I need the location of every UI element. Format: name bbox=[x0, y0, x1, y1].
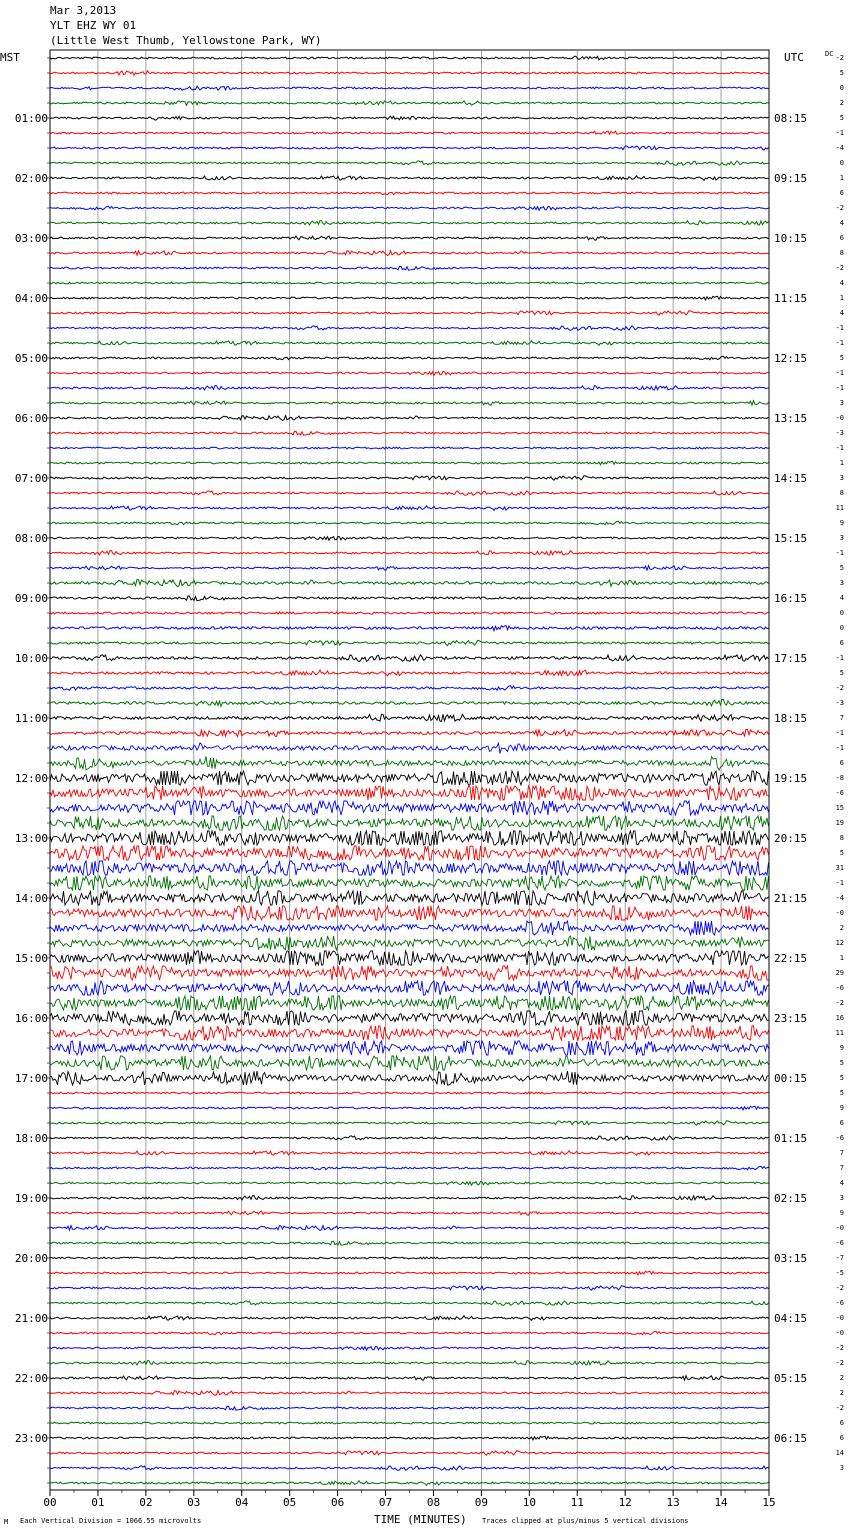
seismic-trace bbox=[50, 729, 769, 736]
dc-offset-label: 1 bbox=[839, 174, 844, 182]
seismic-trace bbox=[50, 966, 769, 980]
right-hour-label: 08:15 bbox=[774, 112, 808, 125]
dc-offset-label: -0 bbox=[835, 414, 844, 422]
seismic-trace bbox=[50, 1121, 769, 1126]
dc-offset-label: -6 bbox=[835, 1134, 844, 1142]
dc-offset-label: 6 bbox=[839, 759, 844, 767]
seismic-trace bbox=[50, 1041, 769, 1055]
right-hour-label: 17:15 bbox=[774, 652, 808, 665]
seismic-trace bbox=[50, 831, 769, 845]
dc-offset-label: 0 bbox=[839, 624, 844, 632]
left-hour-label: 21:00 bbox=[14, 1312, 48, 1325]
seismic-trace bbox=[50, 670, 769, 676]
dc-offset-label: -1 bbox=[835, 129, 844, 137]
left-hour-label: 23:00 bbox=[14, 1432, 48, 1445]
seismic-trace bbox=[50, 161, 769, 165]
seismic-trace bbox=[50, 1257, 769, 1259]
seismic-trace bbox=[50, 551, 769, 555]
dc-offset-label: 6 bbox=[839, 1419, 844, 1427]
seismic-trace bbox=[50, 341, 769, 346]
dc-offset-label: -2 bbox=[835, 54, 844, 62]
seismic-trace bbox=[50, 447, 769, 449]
dc-offset-label: -3 bbox=[835, 699, 844, 707]
seismic-trace bbox=[50, 192, 769, 195]
seismic-trace bbox=[50, 1361, 769, 1365]
left-hour-label: 01:00 bbox=[14, 112, 48, 125]
right-hour-label: 09:15 bbox=[774, 172, 808, 185]
seismic-trace bbox=[50, 71, 769, 75]
dc-offset-label: 19 bbox=[835, 819, 844, 827]
right-hour-label: 05:15 bbox=[774, 1372, 808, 1385]
dc-offset-label: -2 bbox=[835, 264, 844, 272]
right-hour-label: 15:15 bbox=[774, 532, 808, 545]
seismic-trace bbox=[50, 801, 769, 815]
left-hour-label: 05:00 bbox=[14, 352, 48, 365]
dc-offset-label: -2 bbox=[835, 684, 844, 692]
dc-offset-label: -1 bbox=[835, 444, 844, 452]
seismic-trace bbox=[50, 566, 769, 571]
seismic-trace bbox=[50, 146, 769, 150]
seismic-trace bbox=[50, 311, 769, 316]
right-hour-label: 18:15 bbox=[774, 712, 808, 725]
scale-note: Each Vertical Division = 1066.55 microvolts bbox=[20, 1517, 202, 1525]
seismic-trace bbox=[50, 101, 769, 106]
seismic-trace bbox=[50, 1241, 769, 1245]
seismic-trace bbox=[50, 640, 769, 645]
seismic-trace bbox=[50, 1451, 769, 1456]
seismic-trace bbox=[50, 921, 769, 935]
left-hour-label: 17:00 bbox=[14, 1072, 48, 1085]
dc-offset-label: 4 bbox=[839, 594, 844, 602]
seismic-trace bbox=[50, 876, 769, 890]
seismic-trace bbox=[50, 1226, 769, 1231]
dc-offset-label: 6 bbox=[839, 234, 844, 242]
dc-offset-label: -1 bbox=[835, 549, 844, 557]
left-hour-label: 13:00 bbox=[14, 832, 48, 845]
left-hour-label: 04:00 bbox=[14, 292, 48, 305]
seismic-trace bbox=[50, 1316, 769, 1321]
dc-offset-label: 2 bbox=[839, 99, 844, 107]
x-tick-label: 08 bbox=[426, 1496, 441, 1509]
seismic-trace bbox=[50, 906, 769, 920]
x-tick-label: 14 bbox=[714, 1496, 728, 1509]
dc-offset-label: -2 bbox=[835, 999, 844, 1007]
dc-offset-label: 5 bbox=[839, 114, 844, 122]
dc-offset-label: 9 bbox=[839, 519, 844, 527]
x-tick-label: 13 bbox=[666, 1496, 680, 1509]
corner-mark: M bbox=[4, 1518, 9, 1526]
right-hour-label: 20:15 bbox=[774, 832, 808, 845]
seismic-trace bbox=[50, 326, 769, 330]
dc-offset-label: -1 bbox=[835, 879, 844, 887]
left-hour-label: 06:00 bbox=[14, 412, 48, 425]
seismic-trace bbox=[50, 1136, 769, 1140]
dc-offset-label: 11 bbox=[835, 1029, 844, 1037]
seismic-trace bbox=[50, 1391, 769, 1396]
dc-offset-label: 5 bbox=[839, 69, 844, 77]
seismic-trace bbox=[50, 771, 769, 785]
dc-offset-label: -6 bbox=[835, 789, 844, 797]
left-hour-label: 11:00 bbox=[14, 712, 48, 725]
dc-offset-label: 15 bbox=[835, 804, 844, 812]
seismic-trace bbox=[50, 521, 769, 524]
dc-offset-label: -1 bbox=[835, 369, 844, 377]
seismic-trace bbox=[50, 1071, 769, 1085]
seismic-trace bbox=[50, 1166, 769, 1169]
left-hour-label: 14:00 bbox=[14, 892, 48, 905]
seismic-trace bbox=[50, 56, 769, 60]
right-hour-label: 23:15 bbox=[774, 1012, 808, 1025]
seismic-trace bbox=[50, 1422, 769, 1424]
seismic-trace bbox=[50, 846, 769, 860]
dc-offset-label: 1 bbox=[839, 459, 844, 467]
dc-offset-label: -0 bbox=[835, 1314, 844, 1322]
seismic-trace bbox=[50, 386, 769, 390]
dc-offset-label: 4 bbox=[839, 1179, 844, 1187]
dc-offset-label: 6 bbox=[839, 639, 844, 647]
dc-offset-label: 2 bbox=[839, 1389, 844, 1397]
right-timezone-label: UTC bbox=[784, 51, 804, 64]
dc-offset-label: 3 bbox=[839, 579, 844, 587]
left-hour-label: 22:00 bbox=[14, 1372, 48, 1385]
x-tick-label: 00 bbox=[43, 1496, 57, 1509]
dc-offset-label: 5 bbox=[839, 669, 844, 677]
seismic-trace bbox=[50, 626, 769, 631]
seismic-trace bbox=[50, 861, 769, 875]
dc-offset-label: -0 bbox=[835, 909, 844, 917]
dc-offset-label: 3 bbox=[839, 399, 844, 407]
seismic-trace bbox=[50, 1436, 769, 1440]
seismic-trace bbox=[50, 251, 769, 256]
seismic-trace bbox=[50, 266, 769, 270]
seismic-trace bbox=[50, 176, 769, 181]
x-tick-label: 07 bbox=[378, 1496, 393, 1509]
dc-offset-label: 6 bbox=[839, 189, 844, 197]
seismic-trace bbox=[50, 86, 769, 90]
seismic-trace bbox=[50, 282, 769, 284]
right-hour-label: 10:15 bbox=[774, 232, 808, 245]
seismic-trace bbox=[50, 491, 769, 495]
dc-offset-label: 7 bbox=[839, 1149, 844, 1157]
dc-offset-label: 2 bbox=[839, 924, 844, 932]
dc-offset-label: -2 bbox=[835, 1284, 844, 1292]
right-hour-label: 06:15 bbox=[774, 1432, 808, 1445]
seismic-trace bbox=[50, 596, 769, 601]
seismic-trace bbox=[50, 416, 769, 421]
dc-offset-label: -3 bbox=[835, 429, 844, 437]
seismic-trace bbox=[50, 221, 769, 225]
left-hour-label: 12:00 bbox=[14, 772, 48, 785]
seismic-trace bbox=[50, 431, 769, 435]
dc-offset-label: -6 bbox=[835, 1239, 844, 1247]
dc-offset-label: 1 bbox=[839, 294, 844, 302]
dc-offset-label: -2 bbox=[835, 204, 844, 212]
x-tick-label: 06 bbox=[330, 1496, 345, 1509]
x-axis-title: TIME (MINUTES) bbox=[374, 1513, 467, 1526]
seismic-trace bbox=[50, 756, 769, 770]
chart-station: YLT EHZ WY 01 bbox=[50, 19, 137, 32]
seismic-trace bbox=[50, 700, 769, 707]
dc-offset-label: 1 bbox=[839, 954, 844, 962]
dc-offset-label: -1 bbox=[835, 324, 844, 332]
plot-frame bbox=[50, 50, 769, 1490]
seismic-trace bbox=[50, 131, 769, 134]
seismic-trace bbox=[50, 236, 769, 240]
dc-offset-label: 31 bbox=[835, 864, 844, 872]
dc-offset-label: -1 bbox=[835, 744, 844, 752]
left-hour-label: 20:00 bbox=[14, 1252, 48, 1265]
dc-offset-label: -1 bbox=[835, 729, 844, 737]
dc-offset-label: 3 bbox=[839, 1464, 844, 1472]
dc-offset-label: 8 bbox=[839, 249, 844, 257]
dc-offset-label: -0 bbox=[835, 1329, 844, 1337]
seismic-trace bbox=[50, 1271, 769, 1275]
dc-offset-label: 3 bbox=[839, 474, 844, 482]
right-hour-label: 00:15 bbox=[774, 1072, 808, 1085]
left-hour-label: 03:00 bbox=[14, 232, 48, 245]
dc-offset-label: 16 bbox=[835, 1014, 844, 1022]
dc-offset-label: 0 bbox=[839, 159, 844, 167]
seismic-trace bbox=[50, 1481, 769, 1486]
dc-offset-label: 8 bbox=[839, 489, 844, 497]
seismic-trace bbox=[50, 296, 769, 300]
x-tick-label: 10 bbox=[522, 1496, 536, 1509]
seismic-trace bbox=[50, 372, 769, 376]
seismic-trace bbox=[50, 981, 769, 995]
left-hour-label: 08:00 bbox=[14, 532, 48, 545]
dc-offset-label: -2 bbox=[835, 1359, 844, 1367]
seismic-trace bbox=[50, 580, 769, 587]
dc-offset-label: 7 bbox=[839, 714, 844, 722]
x-tick-label: 09 bbox=[474, 1496, 489, 1509]
seismic-trace bbox=[50, 116, 769, 120]
dc-offset-label: 12 bbox=[835, 939, 844, 947]
seismic-trace bbox=[50, 686, 769, 690]
right-hour-label: 22:15 bbox=[774, 952, 808, 965]
dc-offset-label: 29 bbox=[835, 969, 844, 977]
right-hour-label: 02:15 bbox=[774, 1192, 808, 1205]
seismic-trace bbox=[50, 1347, 769, 1351]
left-timezone-label: MST bbox=[0, 51, 20, 64]
seismic-trace bbox=[50, 1466, 769, 1470]
dc-offset-label: 8 bbox=[839, 834, 844, 842]
right-hour-label: 04:15 bbox=[774, 1312, 808, 1325]
seismic-trace bbox=[50, 951, 769, 965]
seismic-trace bbox=[50, 1406, 769, 1410]
seismic-trace bbox=[50, 506, 769, 511]
dc-offset-label: -4 bbox=[835, 144, 844, 152]
left-hour-label: 02:00 bbox=[14, 172, 48, 185]
dc-offset-label: -4 bbox=[835, 894, 844, 902]
seismic-trace bbox=[50, 476, 769, 481]
right-hour-label: 14:15 bbox=[774, 472, 808, 485]
seismic-trace bbox=[50, 996, 769, 1010]
right-hour-label: 13:15 bbox=[774, 412, 808, 425]
chart-location: (Little West Thumb, Yellowstone Park, WY) bbox=[50, 34, 322, 47]
left-hour-label: 15:00 bbox=[14, 952, 48, 965]
dc-offset-label: -1 bbox=[835, 339, 844, 347]
seismic-trace bbox=[50, 1151, 769, 1156]
dc-offset-label: -6 bbox=[835, 984, 844, 992]
seismic-trace bbox=[50, 891, 769, 905]
seismic-trace bbox=[50, 786, 769, 800]
dc-offset-label: 9 bbox=[839, 1209, 844, 1217]
seismic-trace bbox=[50, 356, 769, 359]
seismic-trace bbox=[50, 1196, 769, 1200]
left-hour-label: 09:00 bbox=[14, 592, 48, 605]
dc-offset-label: 6 bbox=[839, 1434, 844, 1442]
right-hour-label: 03:15 bbox=[774, 1252, 808, 1265]
seismic-trace bbox=[50, 1011, 769, 1025]
dc-offset-label: 14 bbox=[835, 1449, 844, 1457]
seismic-trace bbox=[50, 1106, 769, 1110]
dc-offset-label: 9 bbox=[839, 1044, 844, 1052]
x-tick-label: 15 bbox=[762, 1496, 776, 1509]
dc-offset-label: 0 bbox=[839, 84, 844, 92]
seismic-trace bbox=[50, 1211, 769, 1215]
seismic-trace bbox=[50, 1376, 769, 1381]
dc-offset-label: 0 bbox=[839, 609, 844, 617]
seismic-trace bbox=[50, 1331, 769, 1334]
dc-offset-label: -2 bbox=[835, 1344, 844, 1352]
left-hour-label: 07:00 bbox=[14, 472, 48, 485]
seismic-trace bbox=[50, 461, 769, 465]
dc-offset-label: -7 bbox=[835, 1254, 844, 1262]
seismic-trace bbox=[50, 936, 769, 950]
seismic-trace bbox=[50, 537, 769, 541]
chart-date: Mar 3,2013 bbox=[50, 4, 117, 17]
dc-offset-label: 3 bbox=[839, 534, 844, 542]
dc-offset-label: 3 bbox=[839, 1194, 844, 1202]
seismic-trace bbox=[50, 743, 769, 754]
seismic-trace bbox=[50, 714, 769, 721]
dc-offset-label: -6 bbox=[835, 1299, 844, 1307]
dc-offset-label: 4 bbox=[839, 219, 844, 227]
right-hour-label: 19:15 bbox=[774, 772, 808, 785]
dc-offset-label: 6 bbox=[839, 1119, 844, 1127]
right-hour-label: 16:15 bbox=[774, 592, 808, 605]
seismic-trace bbox=[50, 206, 769, 210]
x-tick-label: 04 bbox=[235, 1496, 249, 1509]
seismic-trace bbox=[50, 655, 769, 662]
left-hour-label: 19:00 bbox=[14, 1192, 48, 1205]
plot-grid bbox=[47, 50, 769, 1496]
left-hour-label: 18:00 bbox=[14, 1132, 48, 1145]
seismic-trace bbox=[50, 612, 769, 614]
right-hour-label: 11:15 bbox=[774, 292, 808, 305]
seismic-trace bbox=[50, 816, 769, 830]
seismic-traces bbox=[50, 56, 769, 1485]
right-hour-label: 12:15 bbox=[774, 352, 808, 365]
dc-offset-label: -1 bbox=[835, 654, 844, 662]
seismic-trace bbox=[50, 1182, 769, 1186]
dc-offset-label: 7 bbox=[839, 1164, 844, 1172]
left-hour-label: 16:00 bbox=[14, 1012, 48, 1025]
dc-offset-label: 2 bbox=[839, 1374, 844, 1382]
dc-offset-label: 5 bbox=[839, 1089, 844, 1097]
dc-offset-label: 4 bbox=[839, 309, 844, 317]
x-tick-label: 05 bbox=[283, 1496, 297, 1509]
seismic-trace bbox=[50, 1286, 769, 1291]
dc-column-label: DC bbox=[825, 50, 834, 58]
dc-offset-label: 5 bbox=[839, 354, 844, 362]
seismic-trace bbox=[50, 1301, 769, 1305]
left-hour-label: 10:00 bbox=[14, 652, 48, 665]
right-hour-label: 01:15 bbox=[774, 1132, 808, 1145]
dc-offset-label: 5 bbox=[839, 849, 844, 857]
dc-offset-label: -0 bbox=[835, 1224, 844, 1232]
dc-offset-label: -1 bbox=[835, 384, 844, 392]
dc-offset-label: -8 bbox=[835, 774, 844, 782]
dc-offset-label: -2 bbox=[835, 1404, 844, 1412]
right-hour-label: 21:15 bbox=[774, 892, 808, 905]
seismic-trace bbox=[50, 1056, 769, 1070]
x-tick-label: 01 bbox=[91, 1496, 105, 1509]
dc-offset-label: -5 bbox=[835, 1269, 844, 1277]
dc-offset-label: 5 bbox=[839, 1059, 844, 1067]
seismic-trace bbox=[50, 1026, 769, 1040]
x-tick-label: 03 bbox=[187, 1496, 201, 1509]
dc-offset-label: 11 bbox=[835, 504, 844, 512]
seismic-trace bbox=[50, 1092, 769, 1094]
seismic-trace bbox=[50, 401, 769, 406]
x-tick-label: 12 bbox=[618, 1496, 632, 1509]
dc-offset-label: 5 bbox=[839, 564, 844, 572]
x-tick-label: 02 bbox=[139, 1496, 153, 1509]
x-tick-label: 11 bbox=[570, 1496, 584, 1509]
clip-note: Traces clipped at plus/minus 5 vertical divisions bbox=[482, 1517, 689, 1525]
dc-offset-label: 9 bbox=[839, 1104, 844, 1112]
dc-offset-label: 4 bbox=[839, 279, 844, 287]
dc-offset-label: 5 bbox=[839, 1074, 844, 1082]
